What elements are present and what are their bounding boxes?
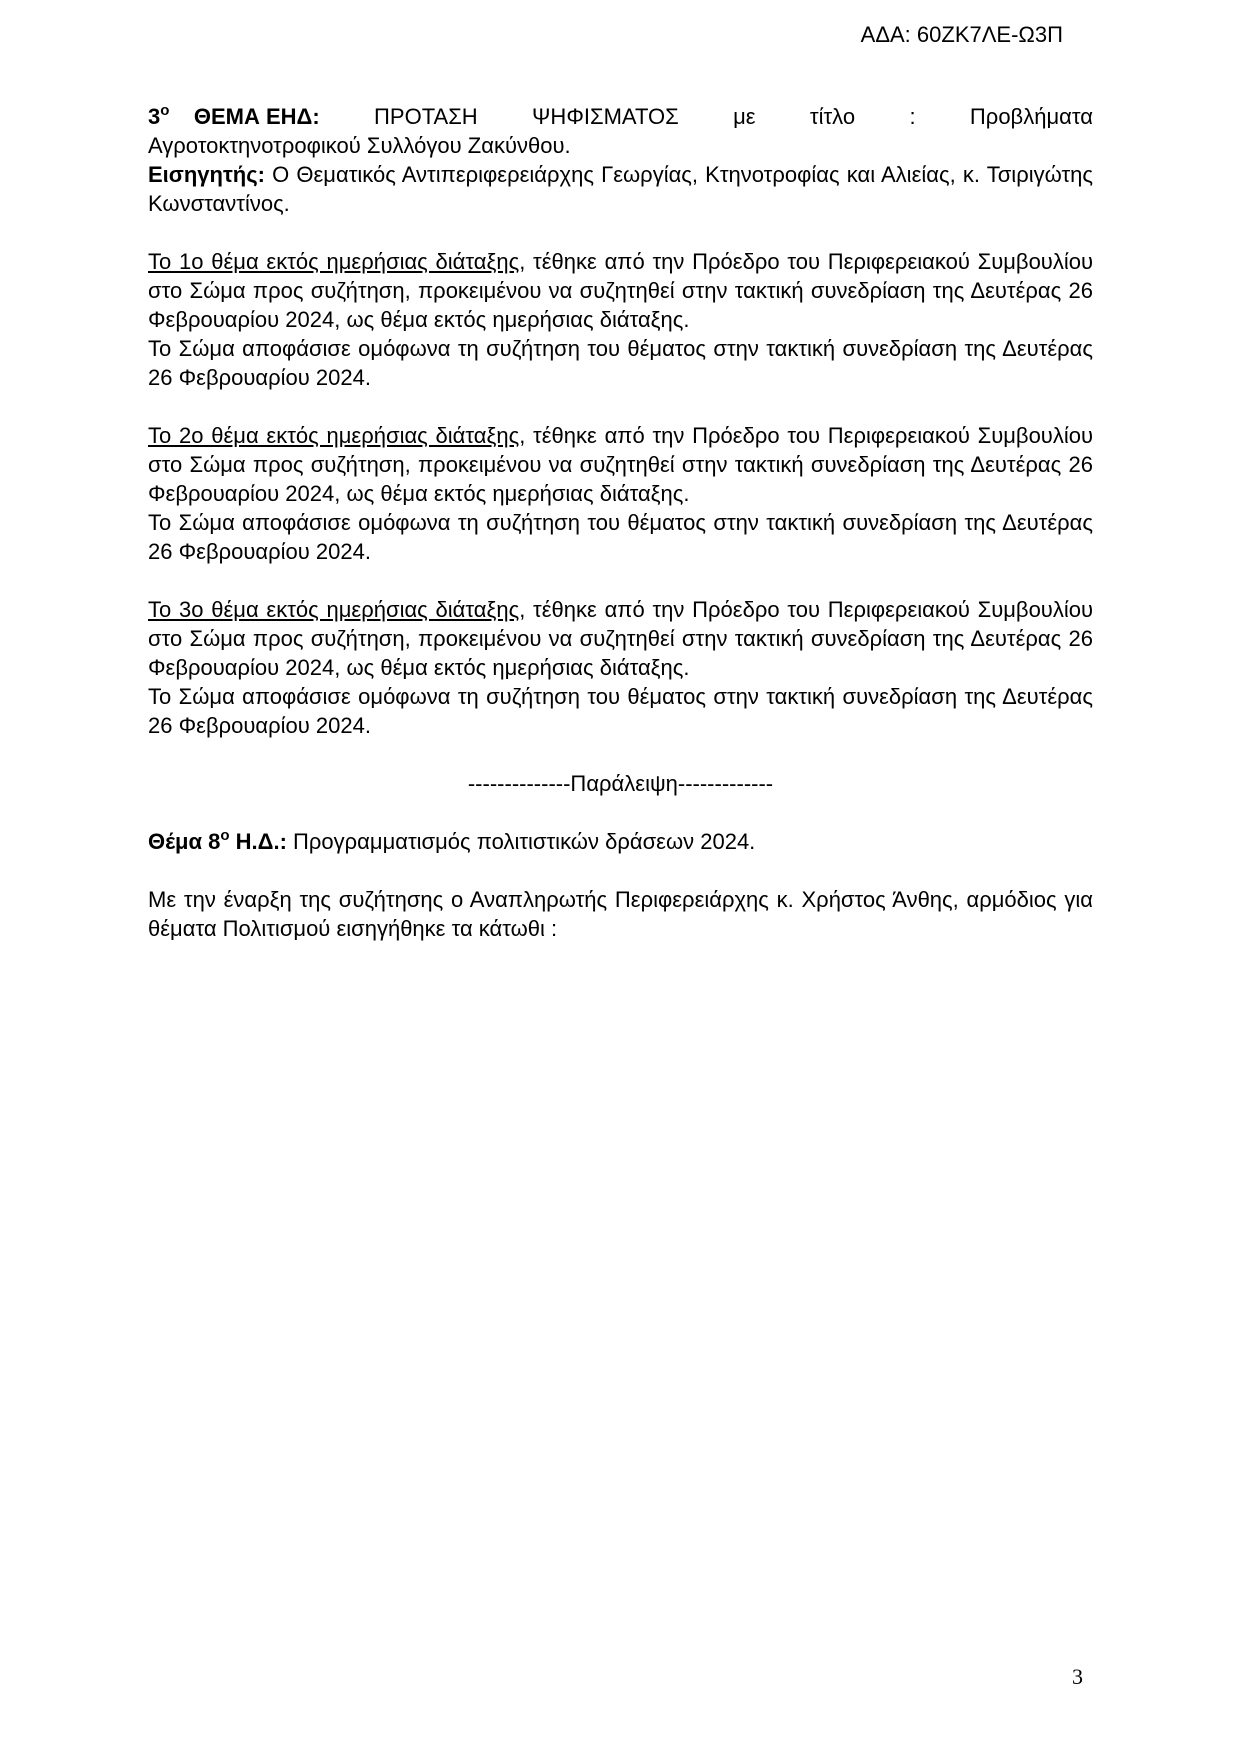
topic3-rapporteur [148,160,1093,218]
extra-item-text [148,595,1093,682]
topic3-word: ΠΡΟΤΑΣΗ [374,104,478,129]
extra-item-decision: Το Σώμα αποφάσισε ομόφωνα τη συζήτηση του θέματος στην τακτική συνεδρίαση της Δευτέρας 26 Φεβρουαρίου 2024. [148,336,1093,390]
rapporteur-text: Ο Θεματικός Αντιπεριφερειάρχης Γεωργίας, Κτηνοτροφίας και Αλιείας, κ. Τσιριγώτης Κωνσταντίνος. [148,162,1093,216]
closing-paragraph: Με την έναρξη της συζήτησης ο Αναπληρωτής Περιφερειάρχης κ. Χρήστος Άνθης, αρμόδιος για θέματα Πολιτισμού εισηγήθηκε τα κάτωθι : [148,887,1093,941]
topic3-word: Προβλήματα [969,104,1093,129]
extra-item-title: Το 1ο θέμα εκτός ημερήσιας διάταξης [148,249,520,274]
extra-item-title: Το 3ο θέμα εκτός ημερήσιας διάταξης [148,597,520,622]
topic8-label: Θέμα 8 [148,829,221,854]
extra-item-title: Το 2ο θέμα εκτός ημερήσιας διάταξης [148,423,520,448]
topic3-word: τίτλο [809,104,856,129]
topic8-ordinal: ο [220,827,230,844]
extra-item-body: , τέθηκε από την Πρόεδρο του Περιφερειακού Συμβουλίου στο Σώμα προς συζήτηση, προκειμένου να συζητηθεί στην τακτική συνεδρίαση της Δευτέρας 26 Φεβρουαρίου 2024, ως θέμα εκτός ημερήσιας διάταξης. [148,249,1093,332]
extra-item-decision: Το Σώμα αποφάσισε ομόφωνα τη συζήτηση του θέματος στην τακτική συνεδρίαση της Δευτέρας 26 Φεβρουαρίου 2024. [148,684,1093,738]
topic8-label-suffix: Η.Δ.: [229,829,287,854]
extra-item-text [148,247,1093,334]
extra-item-2 [148,421,1093,566]
extra-item-body: , τέθηκε από την Πρόεδρο του Περιφερειακού Συμβουλίου στο Σώμα προς συζήτηση, προκειμένου να συζητηθεί στην τακτική συνεδρίαση της Δευτέρας 26 Φεβρουαρίου 2024, ως θέμα εκτός ημερήσιας διάταξης. [148,597,1093,680]
topic3-heading-line [148,102,1093,131]
topic3-word: ΨΗΦΙΣΜΑΤΟΣ [532,104,679,129]
page-number: 3 [1072,1664,1083,1689]
topic3-ordinal: ο [160,102,170,119]
document-body [148,102,1093,943]
omission-divider: --------------Παράλειψη------------- [467,771,774,796]
topic8-heading [148,827,1093,856]
topic3-word: με [733,104,756,129]
extra-item-body: , τέθηκε από την Πρόεδρο του Περιφερειακού Συμβουλίου στο Σώμα προς συζήτηση, προκειμένου να συζητηθεί στην τακτική συνεδρίαση της Δευτέρας 26 Φεβρουαρίου 2024, ως θέμα εκτός ημερήσιας διάταξης. [148,423,1093,506]
topic3-word: : [909,104,916,129]
extra-item-3 [148,595,1093,740]
extra-item-1 [148,247,1093,392]
topic3-heading [148,102,320,131]
ada-code: ΑΔΑ: 60ΖΚ7ΛΕ-Ω3Π [860,22,1063,47]
topic8-title: Προγραμματισμός πολιτιστικών δράσεων 2024. [286,829,756,854]
extra-item-decision: Το Σώμα αποφάσισε ομόφωνα τη συζήτηση του θέματος στην τακτική συνεδρίαση της Δευτέρας 26 Φεβρουαρίου 2024. [148,510,1093,564]
topic3-title-line2: Αγροτοκτηνοτροφικού Συλλόγου Ζακύνθου. [148,133,571,158]
extra-item-text [148,421,1093,508]
topic3-number: 3 [148,104,161,129]
rapporteur-label: Εισηγητής: [148,162,265,187]
topic3-label: ΘΕΜΑ ΕΗΔ: [193,104,320,129]
